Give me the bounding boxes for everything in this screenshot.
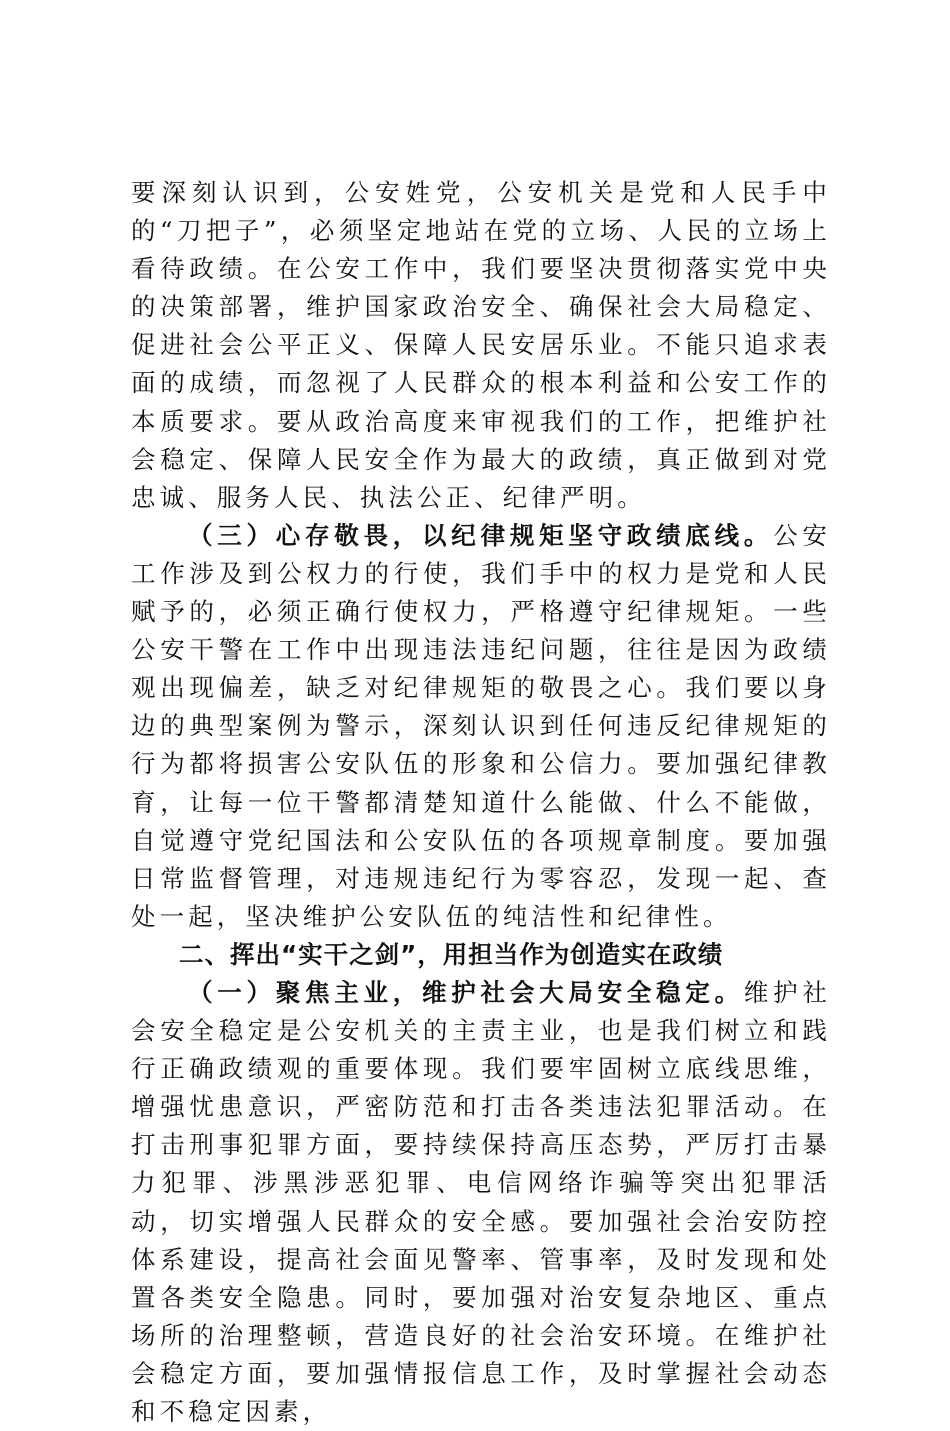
paragraph-text: 维护社会安全稳定是公安机关的主责主业，也是我们树立和践行正确政绩观的重要体现。我们要牢固树立底线思维，增强忧患意识，严密防范和打击各类违法犯罪活动。在打击刑事犯罪方面，要持续保持高压态势，严厉打击暴力犯罪、涉黑涉恶犯罪、电信网络诈骗等突出犯罪活动，切实增强人民群众的安全感。要加强社会治安防控体系建设，提高社会面见警率、管事率，及时发现和处置各类安全隐患。同时，要加强对治安复杂地区、重点场所的治理整顿，营造良好的社会治安环境。在维护社会稳定方面，要加强情报信息工作，及时掌握社会动态和不稳定因素， bbox=[131, 977, 831, 1426]
paragraph-text: 要深刻认识到，公安姓党，公安机关是党和人民手中的“刀把子”，必须坚定地站在党的立场、人民的立场上看待政绩。在公安工作中，我们要坚决贯彻落实党中央的决策部署，维护国家政治安全、确保社会大局稳定、促进社会公平正义、保障人民安居乐业。不能只追求表面的成绩，而忽视了人民群众的根本利益和公安工作的本质要求。要从政治高度来审视我们的工作，把维护社会稳定、保障人民安全作为最大的政绩，真正做到对党忠诚、服务人民、执法公正、纪律严明。 bbox=[131, 178, 831, 512]
section-lead-main-duty: （一）聚焦主业，维护社会大局安全稳定。 bbox=[188, 977, 744, 1007]
document-body bbox=[131, 174, 831, 1431]
section-lead-discipline: （三）心存敬畏，以纪律规矩坚守政绩底线。 bbox=[188, 520, 774, 550]
paragraph-political-stance bbox=[131, 174, 831, 517]
section-heading-2: 二、挥出“实干之剑”，用担当作为创造实在政绩 bbox=[179, 939, 724, 969]
paragraph-text: 公安工作涉及到公权力的行使，我们手中的权力是党和人民赋予的，必须正确行使权力，严格遵守纪律规矩。一些公安干警在工作中出现违法违纪问题，往往是因为政绩观出现偏差，缺乏对纪律规矩的敬畏之心。我们要以身边的典型案例为警示，深刻认识到任何违反纪律规矩的行为都将损害公安队伍的形象和公信力。要加强纪律教育，让每一位干警都清楚知道什么能做、什么不能做，自觉遵守党纪国法和公安队伍的各项规章制度。要加强日常监督管理，对违规违纪行为零容忍，发现一起、查处一起，坚决维护公安队伍的纯洁性和纪律性。 bbox=[131, 520, 831, 931]
paragraph-main-duty bbox=[131, 974, 831, 1431]
paragraph-discipline bbox=[131, 517, 831, 936]
